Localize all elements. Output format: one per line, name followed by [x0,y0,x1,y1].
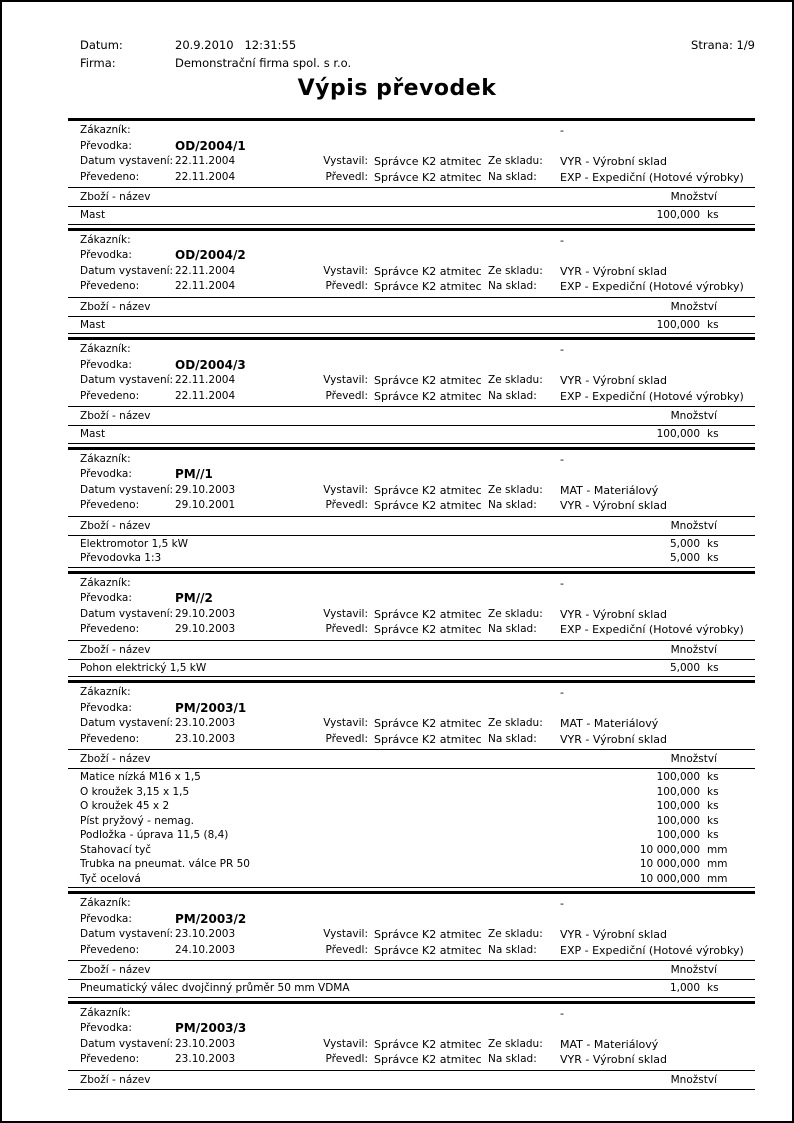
issue-row [68,154,755,170]
issued-by-value: Správce K2 atmitec [374,717,482,730]
item-name: Matice nízká M16 x 1,5 [80,771,201,783]
issue-row [68,264,755,280]
transferred-label: Převedeno: [80,170,140,183]
issue-row [68,927,755,943]
item-quantity: 100,000 [656,428,700,440]
transfer-number: OD/2004/2 [175,248,246,262]
customer-value: - [560,452,564,466]
item-quantity: 10 000,000 [639,858,700,870]
header-date-row [2,38,792,56]
item-name: O kroužek 3,15 x 1,5 [80,785,190,798]
quantity-column-label: Množství [670,191,717,203]
items-column-header [68,640,755,660]
transferred-row [68,279,755,295]
issued-by-value: Správce K2 atmitec [374,155,482,168]
item-row [68,828,755,843]
goods-name-column-label: Zboží - název [80,191,151,203]
goods-name-column-label: Zboží - název [80,964,151,976]
transfer-number-row [68,1021,755,1037]
quantity-column-label: Množství [670,1073,717,1086]
item-quantity: 10 000,000 [639,872,700,885]
issue-row [68,483,755,499]
item-quantity: 5,000 [669,661,700,674]
item-quantity: 100,000 [656,785,700,798]
transferred-label: Převedeno: [80,623,140,635]
item-unit: ks [707,771,719,783]
quantity-column-label: Množství [670,410,717,422]
from-stock-label: Ze skladu: [488,155,543,167]
item-quantity: 10 000,000 [639,843,700,856]
transferred-by-label: Převedl: [325,1053,368,1065]
transfer-number: OD/2004/3 [175,357,246,372]
goods-name-column-label: Zboží - název [80,643,151,656]
company-label: Firma: [80,56,116,70]
item-unit: mm [707,858,728,870]
goods-name-column-label: Zboží - název [80,519,151,532]
transfer-date-value: 29.10.2003 [175,623,236,635]
items-list [68,536,755,568]
item-row [68,770,755,785]
customer-row [68,1006,755,1022]
from-stock-label: Ze skladu: [488,607,543,620]
customer-row [68,233,755,249]
item-name: Elektromotor 1,5 kW [80,537,189,550]
page-title: Výpis převodek [297,76,497,101]
transfer-number-row [68,591,755,607]
transfer-head [68,450,755,516]
items-list [68,426,755,444]
transfers-list [68,118,755,1093]
items-column-header [68,516,755,536]
item-name: Tyč ocelová [80,872,141,885]
from-stock-value: VYR - Výrobní sklad [560,155,667,168]
customer-value: - [560,1006,564,1020]
customer-label: Zákazník: [80,343,131,355]
items-list [68,769,755,888]
from-stock-value: VYR - Výrobní sklad [560,264,667,278]
issue-row [68,716,755,732]
item-row [68,981,755,996]
issued-by-value: Správce K2 atmitec [374,264,482,278]
transferred-row [68,498,755,514]
items-column-header [68,406,755,426]
issued-by-label: Vystavil: [323,717,368,729]
issue-row [68,607,755,623]
transferred-by-label: Převedl: [325,389,368,402]
items-column-header [68,1070,755,1090]
transferred-by-value: Správce K2 atmitec [374,499,482,512]
transfer-block [68,1001,755,1090]
to-stock-value: VYR - Výrobní sklad [560,1053,667,1066]
quantity-column-label: Množství [670,519,717,532]
item-row [68,318,755,333]
issued-by-label: Vystavil: [323,1037,368,1050]
item-unit: ks [707,209,719,221]
item-unit: ks [707,814,719,827]
issue-date-value: 29.10.2003 [175,607,236,620]
item-row [68,799,755,814]
transferred-by-label: Převedl: [325,943,368,956]
transfer-label: Převodka: [80,701,132,714]
to-stock-value: EXP - Expediční (Hotové výrobky) [560,389,744,403]
item-unit: ks [707,428,719,440]
item-row [68,872,755,887]
transferred-by-value: Správce K2 atmitec [374,389,482,403]
transfer-head [68,121,755,187]
goods-name-column-label: Zboží - název [80,410,151,422]
item-quantity: 100,000 [656,209,700,221]
issued-by-value: Správce K2 atmitec [374,483,482,497]
customer-value: - [560,686,564,699]
item-unit: ks [707,800,719,812]
transferred-by-label: Převedl: [325,280,368,292]
item-name: Převodovka 1:3 [80,552,162,564]
issue-date-value: 22.11.2004 [175,374,236,386]
issued-by-label: Vystavil: [323,483,368,496]
item-name: Trubka na pneumat. válce PR 50 [80,858,250,870]
transferred-label: Převedeno: [80,280,140,292]
items-column-header [68,187,755,207]
customer-row [68,123,755,139]
items-list [68,980,755,998]
to-stock-value: EXP - Expediční (Hotové výrobky) [560,280,744,293]
customer-label: Zákazník: [80,124,131,136]
transfer-date-value: 29.10.2001 [175,499,236,511]
transfer-number: PM/2003/2 [175,911,247,926]
transfer-number: PM//1 [175,467,213,481]
customer-value: - [560,124,564,137]
customer-row [68,576,755,592]
item-row [68,537,755,552]
from-stock-label: Ze skladu: [488,374,543,386]
item-unit: mm [707,843,728,856]
issued-by-label: Vystavil: [323,607,368,620]
issued-by-label: Vystavil: [323,374,368,386]
item-quantity: 5,000 [669,537,700,550]
item-name: Stahovací tyč [80,843,152,856]
transfer-label: Převodka: [80,1022,132,1034]
transfer-block [68,228,755,335]
from-stock-label: Ze skladu: [488,717,543,729]
items-list [68,317,755,335]
goods-name-column-label: Zboží - název [80,753,151,765]
transferred-by-label: Převedl: [325,499,368,511]
customer-row [68,896,755,912]
from-stock-value: VYR - Výrobní sklad [560,374,667,387]
transfer-head [68,340,755,406]
to-stock-value: VYR - Výrobní sklad [560,499,667,512]
issue-date-label: Datum vystavení: [80,155,174,167]
transfer-head [68,683,755,749]
item-name: Píst pryžový - nemag. [80,814,194,827]
customer-row [68,342,755,358]
date-value: 20.9.2010 12:31:55 [175,38,297,52]
customer-value: - [560,576,564,590]
transfer-head [68,894,755,960]
to-stock-label: Na sklad: [488,732,537,745]
transferred-by-value: Správce K2 atmitec [374,732,482,746]
transferred-by-value: Správce K2 atmitec [374,1053,482,1066]
item-quantity: 100,000 [656,318,700,331]
transfer-block [68,447,755,568]
item-row [68,814,755,829]
transfer-label: Převodka: [80,358,132,371]
customer-label: Zákazník: [80,233,131,246]
transfer-number: OD/2004/1 [175,138,246,153]
item-quantity: 100,000 [656,829,700,841]
transfer-head [68,1004,755,1070]
item-row [68,857,755,872]
issued-by-value: Správce K2 atmitec [374,607,482,621]
company-value: Demonstrační firma spol. s r.o. [175,56,352,70]
goods-name-column-label: Zboží - název [80,1073,151,1086]
transferred-row [68,389,755,405]
goods-name-column-label: Zboží - název [80,300,151,313]
issue-date-value: 23.10.2003 [175,928,236,940]
item-row [68,208,755,223]
item-unit: ks [707,552,719,564]
item-unit: ks [707,661,719,674]
transfer-number-row [68,248,755,264]
issued-by-value: Správce K2 atmitec [374,1037,482,1051]
to-stock-label: Na sklad: [488,389,537,402]
transferred-row [68,732,755,748]
customer-value: - [560,233,564,247]
items-list [68,207,755,225]
to-stock-value: EXP - Expediční (Hotové výrobky) [560,943,744,957]
quantity-column-label: Množství [670,300,717,313]
item-name: O kroužek 45 x 2 [80,800,170,812]
transfer-number-row [68,467,755,483]
transfer-block [68,337,755,444]
transferred-by-label: Převedl: [325,170,368,183]
item-name: Pohon elektrický 1,5 kW [80,661,207,674]
customer-value: - [560,897,564,910]
item-unit: ks [707,785,719,798]
transferred-by-value: Správce K2 atmitec [374,943,482,957]
item-row [68,551,755,566]
items-column-header [68,297,755,317]
transfer-number-row [68,701,755,717]
transfer-number-row [68,912,755,928]
customer-label: Zákazník: [80,686,131,698]
item-name: Mast [80,209,106,221]
transferred-label: Převedeno: [80,732,140,745]
items-column-header [68,749,755,769]
transfer-label: Převodka: [80,592,132,604]
item-unit: ks [707,982,719,994]
quantity-column-label: Množství [670,643,717,656]
issue-date-label: Datum vystavení: [80,483,174,496]
to-stock-value: EXP - Expediční (Hotové výrobky) [560,170,744,184]
transferred-label: Převedeno: [80,499,140,511]
issue-date-value: 22.11.2004 [175,264,236,277]
transfer-number-row [68,358,755,374]
transfer-label: Převodka: [80,249,132,261]
transfer-date-value: 22.11.2004 [175,170,236,183]
issue-date-label: Datum vystavení: [80,374,174,386]
from-stock-label: Ze skladu: [488,264,543,277]
issued-by-value: Správce K2 atmitec [374,374,482,387]
items-column-header [68,960,755,980]
customer-row [68,452,755,468]
transfer-label: Převodka: [80,468,132,480]
issue-date-value: 22.11.2004 [175,155,236,167]
customer-label: Zákazník: [80,452,131,465]
item-quantity: 5,000 [669,552,700,564]
transfer-label: Převodka: [80,139,132,152]
issued-by-value: Správce K2 atmitec [374,928,482,941]
transfer-block [68,118,755,225]
customer-value: - [560,343,564,356]
transfer-date-value: 23.10.2003 [175,1053,236,1065]
transfer-head [68,231,755,297]
transfer-block [68,680,755,888]
item-name: Pneumatický válec dvojčinný průměr 50 mm VDMA [80,982,350,994]
transferred-row [68,1052,755,1068]
items-list [68,660,755,678]
item-row [68,661,755,676]
transferred-by-value: Správce K2 atmitec [374,623,482,636]
to-stock-label: Na sklad: [488,170,537,183]
transfer-block [68,891,755,998]
issue-date-label: Datum vystavení: [80,1037,174,1050]
issue-row [68,373,755,389]
item-unit: ks [707,829,719,841]
item-quantity: 1,000 [669,982,700,994]
item-quantity: 100,000 [656,814,700,827]
customer-row [68,685,755,701]
transferred-by-value: Správce K2 atmitec [374,280,482,293]
item-name: Podložka - úprava 11,5 (8,4) [80,829,229,841]
from-stock-value: MAT - Materiálový [560,1037,659,1051]
transfer-head [68,574,755,640]
issue-date-label: Datum vystavení: [80,264,174,277]
to-stock-label: Na sklad: [488,280,537,292]
quantity-column-label: Množství [670,964,717,976]
issue-date-value: 23.10.2003 [175,717,236,729]
item-unit: mm [707,872,728,885]
from-stock-label: Ze skladu: [488,1037,543,1050]
issued-by-label: Vystavil: [323,264,368,277]
item-row [68,427,755,442]
transferred-by-label: Převedl: [325,732,368,745]
item-quantity: 100,000 [656,771,700,783]
issue-date-label: Datum vystavení: [80,717,174,729]
transfer-number: PM//2 [175,591,213,605]
transfer-date-value: 22.11.2004 [175,280,236,292]
from-stock-value: MAT - Materiálový [560,483,659,497]
customer-label: Zákazník: [80,576,131,589]
transferred-row [68,170,755,186]
issue-date-value: 29.10.2003 [175,483,236,496]
issued-by-label: Vystavil: [323,155,368,167]
quantity-column-label: Množství [670,753,717,765]
from-stock-value: VYR - Výrobní sklad [560,928,667,941]
issued-by-label: Vystavil: [323,928,368,940]
to-stock-value: EXP - Expediční (Hotové výrobky) [560,623,744,636]
item-row [68,785,755,800]
from-stock-value: MAT - Materiálový [560,717,659,730]
customer-label: Zákazník: [80,1006,131,1019]
item-quantity: 100,000 [656,800,700,812]
issue-date-label: Datum vystavení: [80,928,174,940]
to-stock-label: Na sklad: [488,1053,537,1065]
item-name: Mast [80,428,106,440]
transferred-label: Převedeno: [80,389,140,402]
customer-label: Zákazník: [80,897,131,909]
transfer-number-row [68,139,755,155]
issue-date-label: Datum vystavení: [80,607,174,620]
transferred-label: Převedeno: [80,943,140,956]
transfer-date-value: 24.10.2003 [175,943,236,956]
transferred-row [68,622,755,638]
to-stock-value: VYR - Výrobní sklad [560,732,667,746]
issue-row [68,1037,755,1053]
transfer-label: Převodka: [80,912,132,925]
transferred-by-value: Správce K2 atmitec [374,170,482,184]
from-stock-label: Ze skladu: [488,928,543,940]
issue-date-value: 23.10.2003 [175,1037,236,1050]
item-unit: ks [707,318,719,331]
transfer-block [68,571,755,678]
from-stock-value: VYR - Výrobní sklad [560,607,667,621]
item-row [68,843,755,858]
page-number: Strana: 1/9 [691,38,755,52]
transfer-number: PM/2003/3 [175,1021,247,1035]
item-name: Mast [80,318,106,331]
to-stock-label: Na sklad: [488,623,537,635]
transfer-number: PM/2003/1 [175,700,247,715]
transferred-by-label: Převedl: [325,623,368,635]
header-company-row [2,56,792,74]
from-stock-label: Ze skladu: [488,483,543,496]
report-header [2,38,792,78]
transfer-date-value: 23.10.2003 [175,732,236,745]
transferred-row [68,943,755,959]
to-stock-label: Na sklad: [488,943,537,956]
item-unit: ks [707,537,719,550]
transferred-label: Převedeno: [80,1053,140,1065]
to-stock-label: Na sklad: [488,499,537,511]
date-label: Datum: [80,38,123,52]
transfer-date-value: 22.11.2004 [175,389,236,402]
